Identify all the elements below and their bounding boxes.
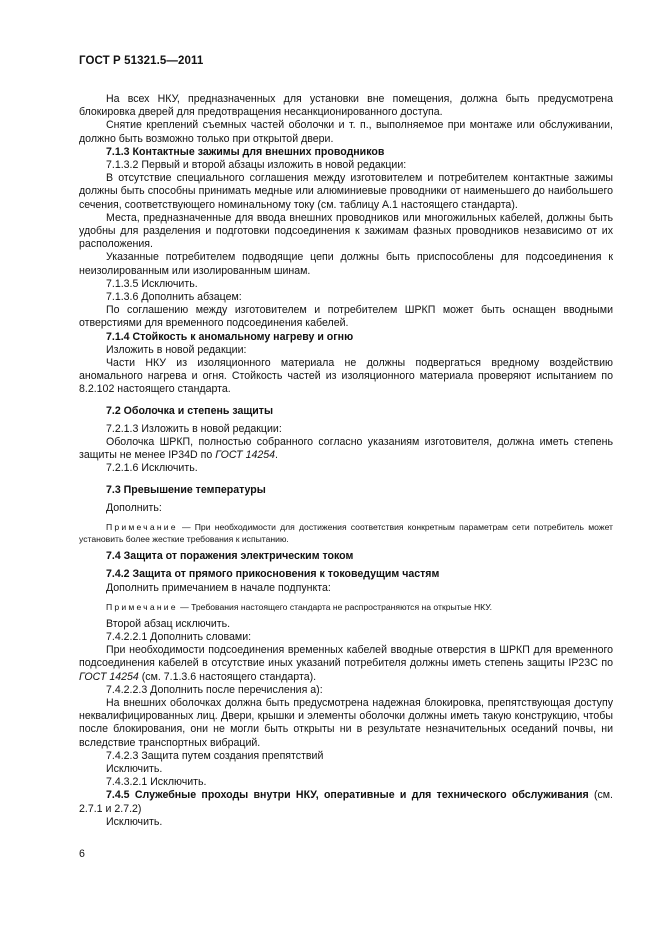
paragraph: 7.4.3.2.1 Исключить. <box>106 776 207 789</box>
note: Примечание — При необходимости для достижения соответствия конкретным параметрам сети потребитель может установить более жесткие требования к испытанию. <box>79 522 613 545</box>
paragraph: Оболочка ШРКП, полностью собранного согласно указаниям изготовителя, должна иметь степень защиты не менее IP34D по ГОСТ 14254. <box>79 436 613 462</box>
paragraph: 7.1.3.5 Исключить. <box>106 277 198 290</box>
section-heading-7-3: 7.3 Превышение температуры <box>106 483 266 496</box>
standard-reference: ГОСТ 14254 <box>79 670 139 683</box>
paragraph: По соглашению между изготовителем и потребителем ШРКП может быть оснащен вводными отверстиями для временного подсоединения кабелей. <box>79 304 613 330</box>
section-heading-7-2: 7.2 Оболочка и степень защиты <box>106 404 274 417</box>
paragraph: Дополнить: <box>106 501 162 514</box>
paragraph: При необходимости подсоединения временных кабелей вводные отверстия в ШРКП для временного подсоединения кабелей в отсутствие иных указаний потребителя должны иметь степень защиты IP23C по ГОСТ 14254 (см. 7.1.3.6 настоящего стандарта). <box>79 644 613 683</box>
paragraph: На внешних оболочках должна быть предусмотрена надежная блокировка, препятствующая доступу неквалифицированных лиц. Двери, крышки и элементы оболочки должны иметь такую конструкцию, чтобы после блокирования, они не могли быть открыты ни в результате незначительных оседаний почвы, ни вследствие транспортных вибраций. <box>79 696 613 749</box>
paragraph: 7.1.3.2 Первый и второй абзацы изложить в новой редакции: <box>106 159 407 172</box>
section-heading-7-4-2: 7.4.2 Защита от прямого прикосновения к токоведущим частям <box>106 568 440 581</box>
paragraph: Снятие креплений съемных частей оболочки и т. п., выполняемое при монтаже или обслуживании, должно быть возможно только при открытой двери. <box>79 119 613 145</box>
note-label: Примечание <box>106 522 178 533</box>
paragraph: Дополнить примечанием в начале подпункта: <box>106 581 331 594</box>
paragraph: Исключить. <box>106 815 163 828</box>
paragraph: 7.1.3.6 Дополнить абзацем: <box>106 291 242 304</box>
paragraph: Исключить. <box>106 762 163 775</box>
paragraph: 7.4.2.2.1 Дополнить словами: <box>106 630 252 643</box>
section-heading-7-4-5: 7.4.5 Служебные проходы внутри НКУ, оперативные и для технического обслуживания (см. 2.7.1 и 2.7.2) <box>79 789 613 815</box>
paragraph: 7.2.1.6 Исключить. <box>106 462 198 475</box>
paragraph: В отсутствие специального соглашения между изготовителем и потребителем контактные зажимы должны быть способны принимать медные или алюминиевые проводники от наименьшего до наибольшего сечения, соответствующего номинальному току (см. таблицу А.1 настоящего стандарта). <box>79 172 613 211</box>
paragraph: Места, предназначенные для ввода внешних проводников или многожильных кабелей, должны быть удобны для разделения и подготовки подсоединения к зажимам фазных проводников независимо от их расположения. <box>79 211 613 251</box>
note-label: Примечание <box>106 601 178 612</box>
paragraph: 7.2.1.3 Изложить в новой редакции: <box>106 422 282 435</box>
standard-reference: ГОСТ 14254 <box>215 449 276 462</box>
note: Примечание — Требования настоящего стандарта не распространяются на открытые НКУ. <box>106 601 492 612</box>
paragraph: Второй абзац исключить. <box>106 617 231 630</box>
page-header-title: ГОСТ Р 51321.5—2011 <box>79 55 204 67</box>
section-heading-7-1-4: 7.1.4 Стойкость к аномальному нагреву и огню <box>106 330 354 343</box>
section-heading-7-1-3: 7.1.3 Контактные зажимы для внешних проводников <box>106 145 385 158</box>
page-number: 6 <box>79 848 85 860</box>
document-body <box>79 93 613 829</box>
paragraph: Изложить в новой редакции: <box>106 343 247 356</box>
section-heading-7-4: 7.4 Защита от поражения электрическим током <box>106 550 354 563</box>
paragraph: Указанные потребителем подводящие цепи должны быть приспособлены для подсоединения к неизолированным или изолированным шинам. <box>79 251 613 277</box>
paragraph: Части НКУ из изоляционного материала не должны подвергаться вредному воздействию аномального нагрева и огня. Стойкость частей из изоляционного материала проверяют испытанием по 8.2.102 настоящего стандарта. <box>79 357 613 396</box>
paragraph: 7.4.2.3 Защита путем создания препятствий <box>106 749 324 762</box>
paragraph: На всех НКУ, предназначенных для установки вне помещения, должна быть предусмотрена блокировка дверей для предотвращения несанкционированного доступа. <box>79 93 613 119</box>
paragraph: 7.4.2.2.3 Дополнить после перечисления а): <box>106 683 323 696</box>
